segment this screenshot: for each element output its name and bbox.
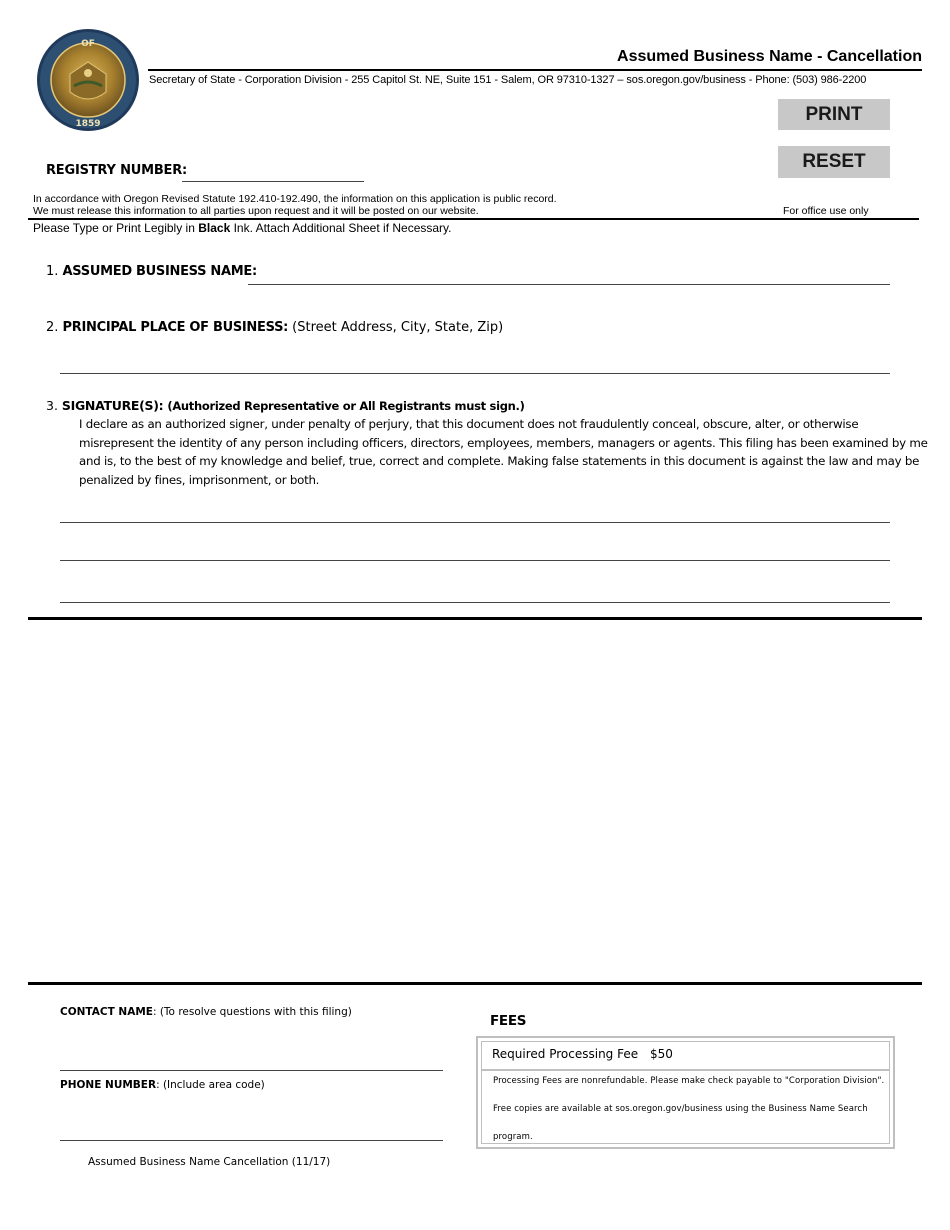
- footer-divider: [28, 982, 922, 985]
- fee-row: [482, 1042, 889, 1071]
- fee-note-1: Processing Fees are nonrefundable. Please make check payable to "Corporation Division".: [493, 1076, 885, 1086]
- form-id-footer: Assumed Business Name Cancellation (11/17): [88, 1156, 331, 1168]
- fee-note-3: program.: [493, 1132, 533, 1142]
- seal-year: 1859: [75, 119, 101, 129]
- fee-note-2: Free copies are available at sos.oregon.gov/business using the Business Name Search: [493, 1104, 868, 1114]
- title-rule: [148, 69, 922, 71]
- fees-heading: FEES: [490, 1013, 527, 1029]
- signature-line-1[interactable]: [60, 522, 890, 523]
- public-record-notice-1: In accordance with Oregon Revised Statute 192.410-192.490, the information on this application is public record.: [33, 193, 557, 205]
- field-3-hint: (Authorized Representative or All Registrants must sign.): [167, 399, 525, 413]
- contact-name-label: [60, 1006, 352, 1018]
- print-button[interactable]: PRINT: [778, 99, 890, 130]
- instructions-post: Ink. Attach Additional Sheet if Necessary.: [230, 221, 452, 235]
- seal-lettering: OF: [81, 39, 95, 49]
- field-2-hint: (Street Address, City, State, Zip): [292, 320, 504, 335]
- signature-line-2[interactable]: [60, 560, 890, 561]
- contact-name-input[interactable]: [60, 1070, 443, 1071]
- header-divider: [28, 218, 919, 220]
- reset-button[interactable]: RESET: [778, 146, 890, 178]
- field-3-number: 3.: [46, 398, 58, 413]
- signature-declaration: I declare as an authorized signer, under penalty of perjury, that this document does not fraudulently conceal, obscure, alter, or otherwise misrepresent the identity of any person including officers, directors, employees, members, managers or agents. This filing has been examined by me and is, to the best of my knowledge and belief, true, correct and complete. Making false statements in this document is against the law and may be penalized by fines, imprisonment, or both.: [79, 417, 928, 487]
- field-1-label: [46, 264, 257, 279]
- phone-number-label: [60, 1079, 265, 1091]
- registry-number-field[interactable]: [182, 181, 364, 182]
- fee-label: Required Processing Fee: [492, 1047, 639, 1061]
- field-2-label: [46, 320, 503, 335]
- phone-number-hint: : (Include area code): [156, 1079, 265, 1091]
- state-seal-logo: [36, 28, 140, 132]
- contact-name-hint: : (To resolve questions with this filing): [152, 1006, 352, 1018]
- field-2-title: PRINCIPAL PLACE OF BUSINESS:: [62, 320, 289, 335]
- fee-amount: $50: [650, 1047, 673, 1061]
- phone-number-input[interactable]: [60, 1140, 443, 1141]
- registry-number-label: REGISTRY NUMBER:: [46, 163, 188, 178]
- field-1-title: ASSUMED BUSINESS NAME:: [62, 264, 257, 279]
- fees-box: [476, 1036, 895, 1149]
- signature-line-3[interactable]: [60, 602, 890, 603]
- field-2-number: 2.: [46, 320, 59, 335]
- agency-address-line: Secretary of State - Corporation Division - 255 Capitol St. NE, Suite 151 - Salem, OR 97310-1327 – sos.oregon.gov/business - Phone: (503) 986-2200: [149, 74, 867, 86]
- instructions: [33, 221, 451, 235]
- field-3-label: [46, 398, 525, 413]
- principal-place-input[interactable]: [60, 373, 890, 374]
- field-1-number: 1.: [46, 264, 59, 279]
- contact-name-title: CONTACT NAME: [60, 1006, 153, 1018]
- instructions-pre: Please Type or Print Legibly in: [33, 221, 199, 235]
- office-use-label: For office use only: [783, 205, 869, 217]
- field-3-title: SIGNATURE(S):: [61, 398, 164, 413]
- fees-inner: [481, 1041, 890, 1144]
- form-title: Assumed Business Name - Cancellation: [617, 48, 922, 65]
- phone-number-title: PHONE NUMBER: [60, 1079, 157, 1091]
- signature-section-divider: [28, 617, 922, 620]
- instructions-bold: Black: [198, 221, 231, 235]
- public-record-notice-2: We must release this information to all parties upon request and it will be posted on our website.: [33, 205, 479, 217]
- assumed-business-name-input[interactable]: [248, 284, 890, 285]
